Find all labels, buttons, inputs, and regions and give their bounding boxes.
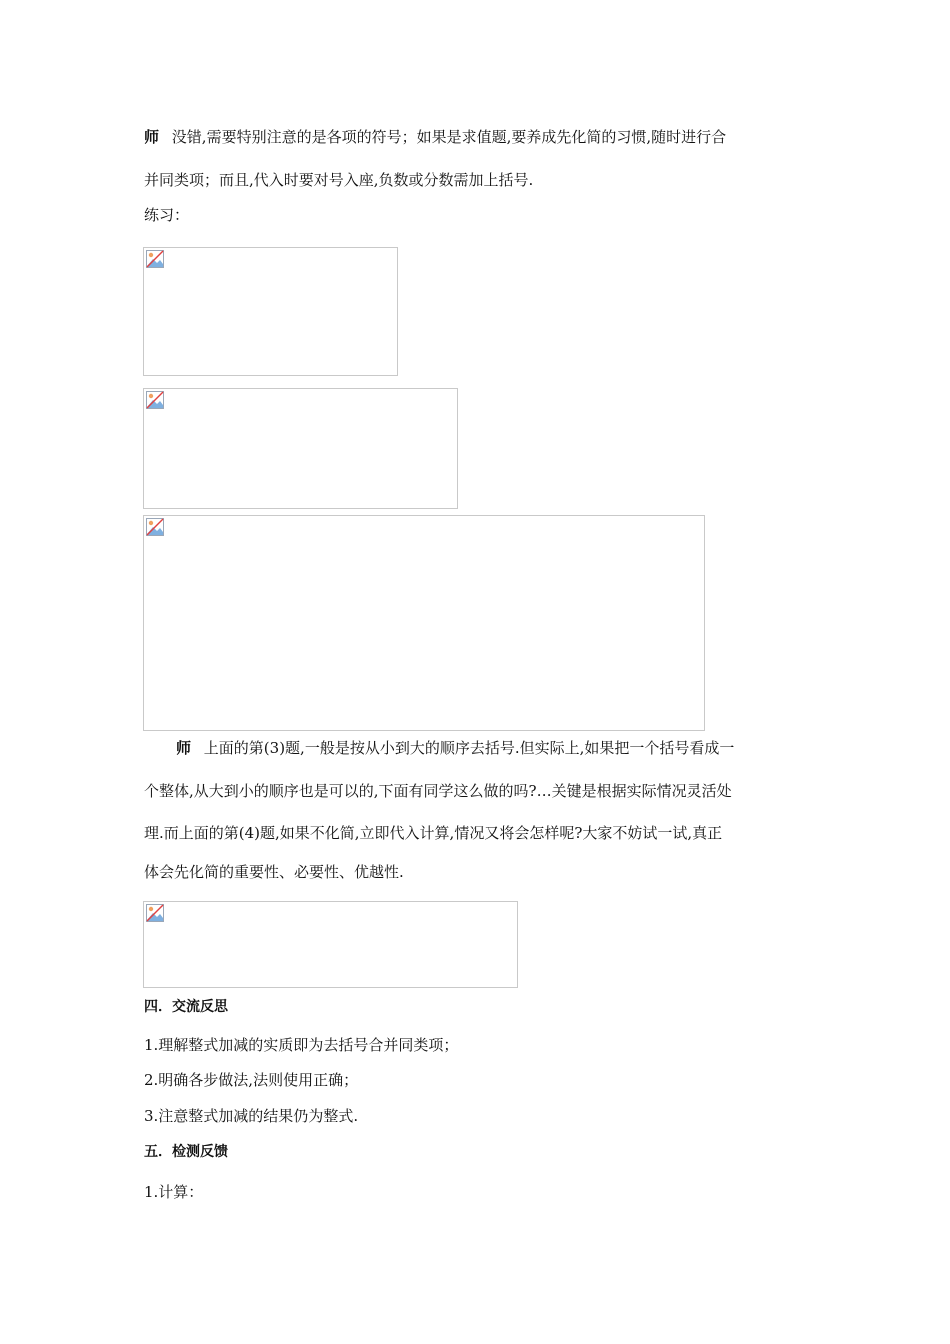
paragraph-2-line-4: 体会先化简的重要性、必要性、优越性. <box>144 863 404 881</box>
broken-image-icon <box>146 518 164 536</box>
image-placeholder-2 <box>143 388 458 509</box>
paragraph-2-line-3: 理.而上面的第(4)题,如果不化简,立即代入计算,情况又将会怎样呢?大家不妨试一试,真正 <box>144 824 723 842</box>
list-item: 1.计算： <box>144 1183 204 1201</box>
list-item: 2.明确各步做法,法则使用正确； <box>144 1071 359 1089</box>
paragraph-1-line-1 <box>144 127 726 147</box>
speaker-label: 师 <box>176 739 192 757</box>
paragraph-text: 没错,需要特别注意的是各项的符号；如果是求值题,要养成先化简的习惯,随时进行合 <box>171 128 727 146</box>
image-placeholder-1 <box>143 247 398 376</box>
image-placeholder-3 <box>143 515 705 731</box>
speaker-label: 师 <box>144 128 160 146</box>
broken-image-icon <box>146 250 164 268</box>
list-item: 1.理解整式加减的实质即为去括号合并同类项； <box>144 1036 459 1054</box>
paragraph-text: 上面的第(3)题,一般是按从小到大的顺序去括号.但实际上,如果把一个括号看成一 <box>203 739 735 757</box>
list-item: 3.注意整式加减的结果仍为整式. <box>144 1107 359 1125</box>
section-5-heading: 五．检测反馈 <box>144 1144 228 1160</box>
broken-image-icon <box>146 904 164 922</box>
section-4-heading: 四．交流反思 <box>144 999 228 1015</box>
paragraph-2-line-2: 个整体,从大到小的顺序也是可以的,下面有同学这么做的吗?…关键是根据实际情况灵活处 <box>144 782 732 800</box>
paragraph-2-line-1 <box>176 738 734 758</box>
paragraph-1-line-2: 并同类项；而且,代入时要对号入座,负数或分数需加上括号. <box>144 171 534 189</box>
image-placeholder-4 <box>143 901 518 988</box>
broken-image-icon <box>146 391 164 409</box>
practice-label: 练习： <box>144 206 190 224</box>
